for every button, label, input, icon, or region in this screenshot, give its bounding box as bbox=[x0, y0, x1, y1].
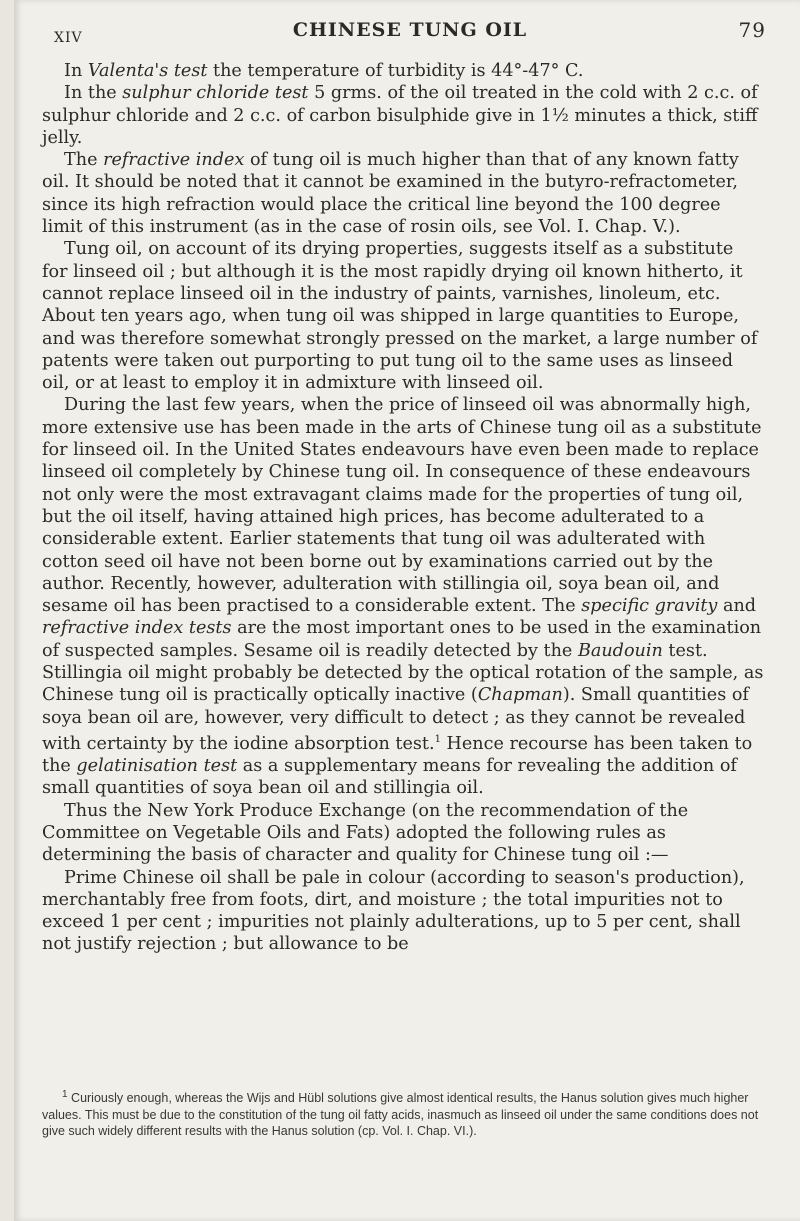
paragraph-refractive-index: The refractive index of tung oil is much higher than that of any known fatty oil. It should be noted that it cannot be examined in the butyro-refractometer, since its high refraction would place the critical line beyond the 100 degree limit of this instrument (as in the case of rosin oils, see Vol. I. Chap. V.). bbox=[42, 150, 739, 238]
emphasis: gelatinisation test bbox=[76, 756, 238, 777]
paragraph-prime-oil-rules: Prime Chinese oil shall be pale in colour (according to season's production), merchantably free from foots, dirt, and moisture ; the total impurities not to exceed 1 per cent ; impurities not plainly adulterations, up to 5 per cent, shall not justify rejection ; but allowance to be bbox=[42, 867, 745, 955]
emphasis: refractive index tests bbox=[42, 618, 232, 639]
header-section-mark: XIV bbox=[54, 30, 83, 46]
footnote-reference: 1 bbox=[434, 733, 441, 745]
footnote bbox=[42, 1087, 764, 1139]
emphasis: specific gravity bbox=[581, 596, 718, 617]
emphasis: sulphur chloride test bbox=[122, 83, 309, 104]
footnote-mark: 1 bbox=[62, 1089, 68, 1100]
paragraph-drying-properties: Tung oil, on account of its drying properties, suggests itself as a substitute for linseed oil ; but although it is the most rapidly drying oil known hitherto, it cannot replace linseed oil in the industry of paints, varnishes, linoleum, etc. About ten years ago, when tung oil was shipped in large quantities to Europe, and was therefore somewhat strongly pressed on the market, a large number of patents were taken out purporting to put tung oil to the same uses as linseed oil, or at least to employ it in admixture with linseed oil. bbox=[42, 239, 758, 394]
emphasis: Valenta's test bbox=[87, 61, 208, 81]
paragraph-adulteration: During the last few years, when the price of linseed oil was abnormally high, more extensive use has been made in the arts of Chinese tung oil as a substitute for linseed oil. In the United States endeavours have even been made to replace linseed oil completely by Chinese tung oil. In consequence of these endeavours not only were the most extravagant claims made for the properties of tung oil, but the oil itself, having attained high prices, has become adulterated to a considerable extent. Earlier statements that tung oil was adulterated with cotton seed oil have not been borne out by examinations carried out by the author. Recently, however, adulteration with stillingia oil, soya bean oil, and sesame oil has been practised to a considerable extent. The specific gravity and refractive index tests are the most important ones to be used in the examination of suspected samples. Sesame oil is readily detected by the Baudouin test. Stillingia oil might probably be detected by the optical rotation of the sample, as Chinese tung oil is practically optically inactive (Chapman). Small quantities of soya bean oil are, however, very difficult to detect ; as they cannot be revealed with certainty by the iodine absorption test.$^1$ Hence recourse has been taken to the gelatinisation test as a supplementary means for revealing the addition of small quantities of soya bean oil and stillingia oil. bbox=[42, 395, 764, 799]
running-header bbox=[54, 16, 766, 56]
emphasis: refractive index bbox=[103, 150, 245, 171]
running-title: CHINESE TUNG OIL bbox=[292, 19, 528, 41]
paragraph-new-york-exchange: Thus the New York Produce Exchange (on the recommendation of the Committee on Vegetable Oils and Fats) adopted the following rules as determining the basis of character and quality for Chinese tung oil :— bbox=[42, 800, 689, 866]
main-text bbox=[42, 60, 764, 956]
emphasis: Chapman bbox=[477, 685, 563, 706]
footnote-text: Curiously enough, whereas the Wijs and Hübl solutions give almost identical results, the Hanus solution gives much higher values. This must be due to the constitution of the tung oil fatty acids, inasmuch as linseed oil under the same conditions does not give such widely different results with the Hanus solution (cp. Vol. I. Chap. VI.). bbox=[42, 1091, 759, 1138]
paragraph-sulphur-chloride-test: In the sulphur chloride test 5 grms. of the oil treated in the cold with 2 c.c. of sulphur chloride and 2 c.c. of carbon bisulphide give in 1½ minutes a thick, stiff jelly. bbox=[42, 83, 758, 148]
paragraph-valenta-test: In Valenta's test the temperature of turbidity is 44°-47° C. bbox=[64, 61, 584, 81]
emphasis: Baudouin bbox=[577, 640, 663, 661]
page-number: 79 bbox=[738, 18, 766, 42]
